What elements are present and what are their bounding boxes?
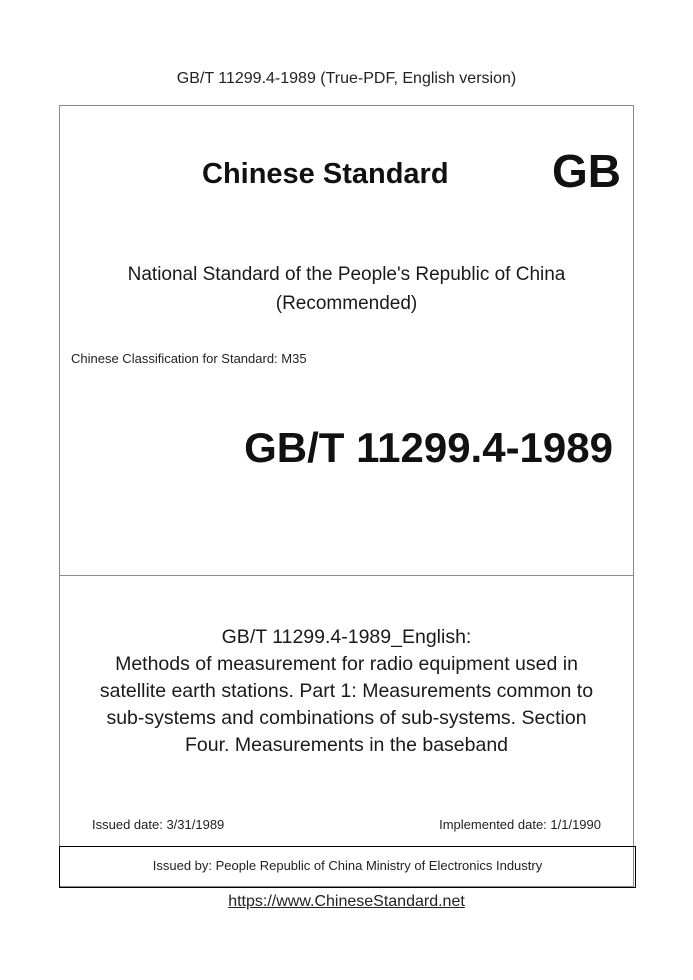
cover-upper-section: [60, 106, 633, 576]
title-line: sub-systems and combinations of sub-systems. Section: [106, 707, 587, 729]
website-link[interactable]: https://www.ChineseStandard.net: [228, 893, 465, 910]
cover-lower-section: [60, 576, 633, 846]
standard-number: GB/T 11299.4-1989: [244, 424, 613, 471]
document-header: GB/T 11299.4-1989 (True-PDF, English version): [176, 70, 517, 87]
cover-heading: Chinese Standard: [202, 158, 449, 190]
cover-frame: [59, 105, 634, 887]
classification-label: Chinese Classification for Standard: M35: [71, 351, 307, 366]
recommended-line: (Recommended): [275, 293, 418, 314]
title-line: Four. Measurements in the baseband: [184, 734, 509, 756]
title-line: GB/T 11299.4-1989_English:: [221, 626, 472, 648]
national-standard-label: [60, 260, 633, 318]
title-line: Methods of measurement for radio equipment used in: [115, 653, 578, 675]
document-title: [60, 624, 633, 759]
issued-date: Issued date: 3/31/1989: [92, 817, 225, 832]
implemented-date: Implemented date: 1/1/1990: [439, 817, 601, 832]
gb-mark: GB: [552, 145, 621, 197]
title-line: satellite earth stations. Part 1: Measurements common to: [99, 680, 594, 702]
national-standard-line: National Standard of the People's Republic of China: [127, 264, 566, 285]
issuer-box: Issued by: People Republic of China Ministry of Electronics Industry: [59, 846, 636, 888]
